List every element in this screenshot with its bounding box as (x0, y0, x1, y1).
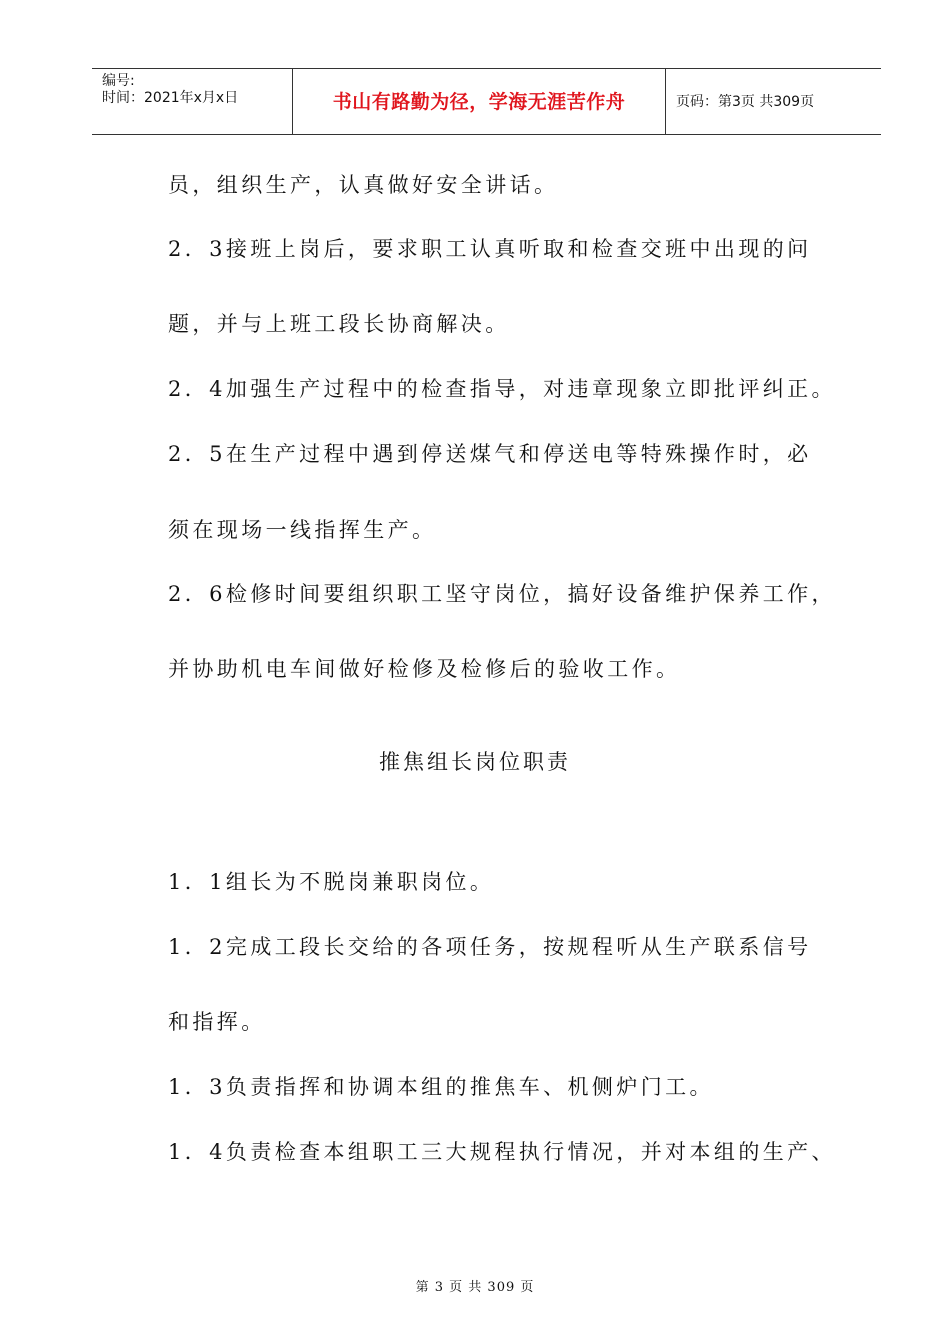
header-page-info: 页码：第3页 共309页 (676, 94, 815, 110)
body-line: 须在现场一线指挥生产。 (168, 518, 437, 542)
section-line: 1．4负责检查本组职工三大规程执行情况，并对本组的生产、 (168, 1140, 836, 1164)
body-line: 并协助机电车间做好检修及检修后的验收工作。 (168, 657, 681, 681)
body-line: 2．3接班上岗后，要求职工认真听取和检查交班中出现的问 (168, 237, 812, 261)
page-header (92, 68, 881, 135)
number-label: 编号: (102, 73, 135, 89)
body-line: 2．6检修时间要组织职工坚守岗位，搞好设备维护保养工作， (168, 582, 836, 606)
time-label: 时间：2021年x月x日 (102, 90, 239, 106)
page-footer: 第 3 页 共 309 页 (415, 1280, 535, 1295)
section-title: 推焦组长岗位职责 (379, 750, 571, 774)
body-line: 2．4加强生产过程中的检查指导，对违章现象立即批评纠正。 (168, 377, 836, 401)
section-line: 和指挥。 (168, 1010, 266, 1034)
header-meta (92, 69, 293, 134)
header-motto: 书山有路勤为径，学海无涯苦作舟 (293, 69, 666, 134)
section-line: 1．3负责指挥和协调本组的推焦车、机侧炉门工。 (168, 1075, 714, 1099)
body-line: 2．5在生产过程中遇到停送煤气和停送电等特殊操作时，必 (168, 442, 812, 466)
body-line: 员，组织生产，认真做好安全讲话。 (168, 173, 559, 197)
section-line: 1．2完成工段长交给的各项任务，按规程听从生产联系信号 (168, 935, 812, 959)
body-line: 题，并与上班工段长协商解决。 (168, 312, 510, 336)
section-line: 1．1组长为不脱岗兼职岗位。 (168, 870, 495, 894)
